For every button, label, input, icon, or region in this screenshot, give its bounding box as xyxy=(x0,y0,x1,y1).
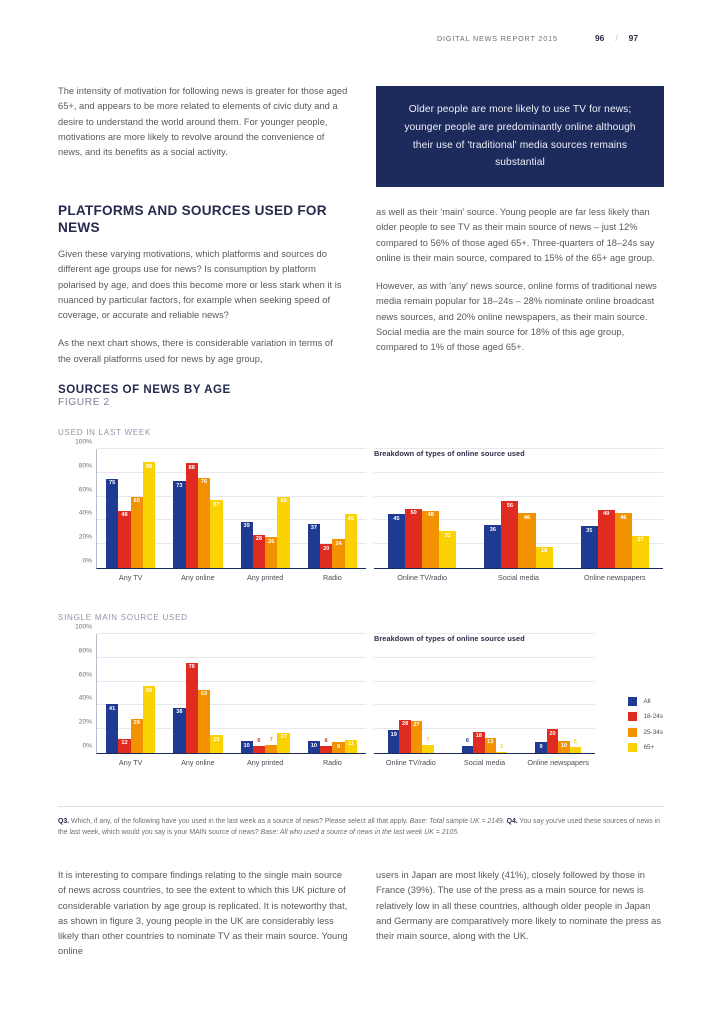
bar-value-label: 27 xyxy=(637,537,644,544)
bar-value-label: 17 xyxy=(280,734,287,741)
y-axis-tick: 20% xyxy=(78,533,92,541)
bar-group xyxy=(448,634,522,767)
bar[interactable] xyxy=(496,743,507,753)
bar-value-label: 35 xyxy=(586,527,593,534)
page-numbers xyxy=(595,33,638,43)
bar[interactable] xyxy=(547,729,558,753)
bar[interactable] xyxy=(388,730,399,753)
bar-value-label: 46 xyxy=(620,514,627,521)
y-axis-tick: 20% xyxy=(78,718,92,726)
bar[interactable] xyxy=(345,740,357,753)
y-axis-tick: 40% xyxy=(78,509,92,517)
bar-value-label: 45 xyxy=(347,515,354,522)
bar[interactable] xyxy=(198,690,210,753)
bar-value-label: 6 xyxy=(257,737,261,744)
footnote-q4-base: Base: All who used a source of news in the last week UK = 2105. xyxy=(260,829,459,837)
bar-groups xyxy=(374,634,595,767)
bar-value-label: 60 xyxy=(280,498,287,505)
right-paragraph-2: However, as with 'any' news source, online forms of traditional news media remain popular for 18–24s – 28% nominate online broadcast news sources, and 20% online newspapers, as their main source. Social media are the main source for 18% of this age group, compared to 1% of those aged 65+. xyxy=(376,281,657,353)
bar[interactable] xyxy=(143,462,155,568)
bar-groups xyxy=(97,634,366,767)
footnote-q4-tag: Q4. xyxy=(504,818,518,825)
bar[interactable] xyxy=(210,735,222,753)
bar[interactable] xyxy=(210,500,222,568)
bar[interactable] xyxy=(411,721,422,753)
bar-value-label: 1 xyxy=(500,743,504,750)
bar-value-label: 36 xyxy=(489,526,496,533)
bar-value-label: 56 xyxy=(506,502,514,509)
bar-value-label: 9 xyxy=(336,743,341,750)
bar-value-label: 12 xyxy=(121,740,128,747)
bar-value-label: 13 xyxy=(487,739,494,746)
section-column xyxy=(58,203,348,380)
panel-label-single-main-source: SINGLE MAIN SOURCE USED xyxy=(58,613,188,622)
bar-group xyxy=(97,449,164,582)
bar-value-label: 39 xyxy=(243,523,250,530)
bar-group xyxy=(299,634,366,767)
bar-value-label: 48 xyxy=(427,512,434,519)
section-paragraph-1: Given these varying motivations, which platforms and sources do different age groups use for news? Is consumption by platform polarised by age, and does this become more or less stark when it is nuanced by particular factors, for example when seeking speed of coverage, or accurate and reliable news? xyxy=(58,249,342,321)
legend-item[interactable] xyxy=(628,697,663,706)
footnote-q3-tag: Q3. xyxy=(58,818,70,825)
x-axis-label: Any printed xyxy=(246,573,284,582)
bar[interactable] xyxy=(198,478,210,568)
bar-value-label: 18 xyxy=(540,548,548,555)
y-axis-tick: 100% xyxy=(75,438,92,446)
y-axis-tick: 60% xyxy=(78,671,92,679)
section-heading: PLATFORMS AND SOURCES USED FOR NEWS xyxy=(58,203,327,235)
bottom-right-column xyxy=(376,868,664,957)
bar-value-label: 60 xyxy=(133,498,140,505)
x-axis-label: Any TV xyxy=(118,758,143,767)
bar-value-label: 53 xyxy=(200,691,208,698)
bar[interactable] xyxy=(518,513,535,568)
legend-label: All xyxy=(643,697,651,705)
bar[interactable] xyxy=(536,547,553,568)
bar-value-label: 7 xyxy=(269,736,273,743)
bar[interactable] xyxy=(388,514,405,568)
bar-value-label: 10 xyxy=(560,742,568,749)
bar[interactable] xyxy=(570,739,581,753)
bar-value-label: 19 xyxy=(390,731,397,738)
bar[interactable] xyxy=(501,501,518,568)
bottom-left-column xyxy=(58,868,348,973)
bar[interactable] xyxy=(118,511,130,568)
bar-group xyxy=(164,449,231,582)
bar-value-label: 50 xyxy=(410,510,417,516)
bar-value-label: 10 xyxy=(243,742,250,749)
breakdown-title: Breakdown of types of online source used xyxy=(374,449,525,458)
page-number-current: 96 xyxy=(595,33,605,43)
bar[interactable] xyxy=(173,481,185,568)
x-axis-label: Any TV xyxy=(118,573,143,582)
legend-swatch-icon xyxy=(628,728,637,737)
bottom-left-paragraph: It is interesting to compare findings relating to the single main source of news across countries, to see the extent to which this UK picture of considerable variation by age group is replicated. It is noteworthy that, as shown in figure 3, young people in the UK are considerably less likely than other countries to nominate TV as their main source. Young online xyxy=(58,870,348,957)
bar[interactable] xyxy=(399,720,410,753)
y-axis-tick: 40% xyxy=(78,694,92,702)
figure-title: SOURCES OF NEWS BY AGE xyxy=(58,383,231,396)
x-axis-label: Social media xyxy=(463,758,506,767)
bar-value-label: 20 xyxy=(549,730,556,737)
bar[interactable] xyxy=(405,509,422,569)
bar-value-label: 76 xyxy=(188,664,195,671)
bar-groups xyxy=(97,449,366,582)
breakdown-title-2: Breakdown of types of online source used xyxy=(374,634,525,643)
bar[interactable] xyxy=(308,524,320,568)
bar[interactable] xyxy=(485,738,496,753)
right-paragraph-1: as well as their 'main' source. Young people are far less likely than older people to see TV as their main source of news – just 12% compared to 56% of those aged 65+. Three-quarters of 18–24s say online is their main source, compared to 15% of the 65+ age group. xyxy=(376,207,655,263)
bar-group xyxy=(232,634,299,767)
y-axis-tick: 60% xyxy=(78,486,92,494)
bar[interactable] xyxy=(581,526,598,568)
bar[interactable] xyxy=(143,686,155,753)
bar[interactable] xyxy=(308,741,320,753)
bar-value-label: 28 xyxy=(255,536,263,543)
bar[interactable] xyxy=(253,535,265,568)
chart-single-main-source-main xyxy=(58,623,368,776)
bar-value-label: 27 xyxy=(413,722,420,729)
bar[interactable] xyxy=(106,479,118,568)
bar[interactable] xyxy=(131,497,143,568)
y-axis-tick: 80% xyxy=(78,647,92,655)
bar[interactable] xyxy=(173,708,185,753)
y-axis-tick: 100% xyxy=(75,623,92,631)
y-axis-tick: 80% xyxy=(78,462,92,470)
legend-item[interactable] xyxy=(628,712,663,721)
bottom-right-paragraph: users in Japan are most likely (41%), closely followed by those in France (39%). The use of the press as a main source for news is relatively low in all these countries, although older people in Japan and Germany are comparatively more likely to nominate the press as their main source, along with the UK. xyxy=(376,870,662,942)
bar[interactable] xyxy=(345,514,357,568)
bar-value-label: 37 xyxy=(310,525,318,532)
bar-value-label: 57 xyxy=(213,501,220,508)
chart-used-last-week-main xyxy=(58,438,368,591)
bar-value-label: 75 xyxy=(109,480,116,487)
x-axis-label: Online newspapers xyxy=(584,573,646,582)
bar-group xyxy=(374,449,470,582)
bar-groups xyxy=(374,449,663,582)
legend-item[interactable] xyxy=(628,743,663,752)
bar-value-label: 31 xyxy=(444,532,451,539)
bar-value-label: 73 xyxy=(176,482,183,489)
bar[interactable] xyxy=(484,525,501,568)
bar-group xyxy=(299,449,366,582)
bar[interactable] xyxy=(186,663,198,753)
bar-value-label: 45 xyxy=(393,515,400,522)
intro-paragraph: The intensity of motivation for following news is greater for those aged 65+, and appears to be more related to elements of civic duty and a desire to understand the world around them. For younger people, motivations are more likely to revolve around the convenience of news, and its benefits as a social activity. xyxy=(58,86,348,158)
figure-2 xyxy=(58,383,665,776)
bar[interactable] xyxy=(320,544,332,568)
page-header xyxy=(0,30,724,46)
bar-value-label: 48 xyxy=(121,512,128,519)
bar-group xyxy=(374,634,448,767)
bar[interactable] xyxy=(598,510,615,568)
bar[interactable] xyxy=(535,742,546,753)
bar[interactable] xyxy=(131,719,143,754)
bar-value-label: 20 xyxy=(323,545,330,552)
footnote-q4-text: You say you've used these sources of news in the last week, which would you say is your MAIN source of news? xyxy=(58,818,660,837)
bar-value-label: 15 xyxy=(213,736,220,743)
legend-swatch-icon xyxy=(628,743,637,752)
x-axis-label: Online newspapers xyxy=(527,758,589,767)
bar[interactable] xyxy=(320,737,332,753)
legend-swatch-icon xyxy=(628,697,637,706)
legend-item[interactable] xyxy=(628,728,663,737)
bar-group xyxy=(97,634,164,767)
callout-box xyxy=(376,86,664,187)
bar-value-label: 56 xyxy=(145,687,153,694)
bar[interactable] xyxy=(265,537,277,568)
bar-value-label: 76 xyxy=(200,479,208,486)
bar[interactable] xyxy=(253,737,265,753)
x-axis-label: Radio xyxy=(322,758,342,767)
bar-group xyxy=(470,449,566,582)
bar-group xyxy=(521,634,595,767)
bar[interactable] xyxy=(241,741,253,753)
bar-value-label: 88 xyxy=(188,464,195,471)
bar[interactable] xyxy=(558,741,569,753)
bar-value-label: 18 xyxy=(475,733,482,740)
chart-legend xyxy=(628,697,663,753)
legend-label: 65+ xyxy=(643,744,655,751)
bar-value-label: 49 xyxy=(603,511,610,518)
panel-label-used-last-week: USED IN LAST WEEK xyxy=(58,428,152,437)
bar[interactable] xyxy=(632,536,649,568)
chart-row-single-main-source xyxy=(58,623,665,776)
bar-value-label: 5 xyxy=(573,739,577,746)
y-axis-tick: 0% xyxy=(82,742,92,750)
bar[interactable] xyxy=(241,522,253,568)
bar[interactable] xyxy=(186,463,198,568)
x-axis-label: Any printed xyxy=(246,758,284,767)
bar-value-label: 28 xyxy=(402,721,409,728)
footnote-q3-base: Base: Total sample UK = 2149. xyxy=(409,818,505,825)
chart-single-main-source-breakdown xyxy=(368,628,665,776)
intro-column xyxy=(58,84,348,173)
bar[interactable] xyxy=(332,539,344,568)
bar[interactable] xyxy=(106,704,118,753)
legend-swatch-icon xyxy=(628,712,637,721)
bar-group xyxy=(232,449,299,582)
x-axis-label: Any online xyxy=(181,758,215,767)
bar[interactable] xyxy=(265,736,277,753)
bar[interactable] xyxy=(277,497,289,568)
bar-value-label: 38 xyxy=(176,709,183,716)
bar-value-label: 41 xyxy=(109,705,116,712)
report-title: DIGITAL NEWS REPORT 2015 xyxy=(437,33,558,43)
bar-value-label: 89 xyxy=(145,463,153,470)
legend-label: 25-34s xyxy=(643,728,663,736)
bar[interactable] xyxy=(332,742,344,753)
bar-group xyxy=(567,449,663,582)
bar[interactable] xyxy=(118,739,130,753)
bar-value-label: 24 xyxy=(335,540,342,547)
bar-value-label: 29 xyxy=(133,720,140,726)
section-paragraph-2: As the next chart shows, there is considerable variation in terms of the overall platforms used for news by age group, xyxy=(58,338,333,364)
bar-value-label: 10 xyxy=(310,742,318,749)
callout-text: Older people are more likely to use TV for news; younger people are predominantly online although their use of 'traditional' media sources remains substantial xyxy=(404,104,636,169)
y-axis-tick: 0% xyxy=(82,557,92,565)
x-axis-label: Radio xyxy=(322,573,342,582)
bar-value-label: 46 xyxy=(523,514,531,521)
bar[interactable] xyxy=(422,511,439,568)
chart-used-last-week-breakdown xyxy=(368,443,665,591)
figure-footnote xyxy=(58,806,665,838)
x-axis-label: Any online xyxy=(181,573,215,582)
bar-value-label: 6 xyxy=(465,737,469,744)
bar-value-label: 6 xyxy=(324,737,328,744)
bar[interactable] xyxy=(422,736,433,753)
x-axis-label: Social media xyxy=(497,573,540,582)
bar[interactable] xyxy=(473,732,484,753)
bar[interactable] xyxy=(462,737,473,753)
legend-label: 18-24s xyxy=(643,713,663,720)
page-number-next: 97 xyxy=(628,33,638,43)
right-column xyxy=(376,205,664,369)
bar[interactable] xyxy=(277,733,289,753)
bar[interactable] xyxy=(439,531,456,568)
bar-value-label: 9 xyxy=(539,743,543,750)
bar-group xyxy=(164,634,231,767)
footnote-q3-text: Which, if any, of the following have you used in the last week as a source of news? Please select all that apply. xyxy=(69,818,410,825)
figure-number: FIGURE 2 xyxy=(58,397,110,408)
page-number-separator: / xyxy=(615,33,618,43)
x-axis-label: Online TV/radio xyxy=(397,573,448,582)
x-axis-label: Online TV/radio xyxy=(385,758,436,767)
bar-value-label: 26 xyxy=(268,538,275,545)
chart-row-used-last-week xyxy=(58,438,665,591)
bar-value-label: 7 xyxy=(426,736,430,743)
bar[interactable] xyxy=(615,513,632,568)
bar-value-label: 11 xyxy=(347,741,354,748)
